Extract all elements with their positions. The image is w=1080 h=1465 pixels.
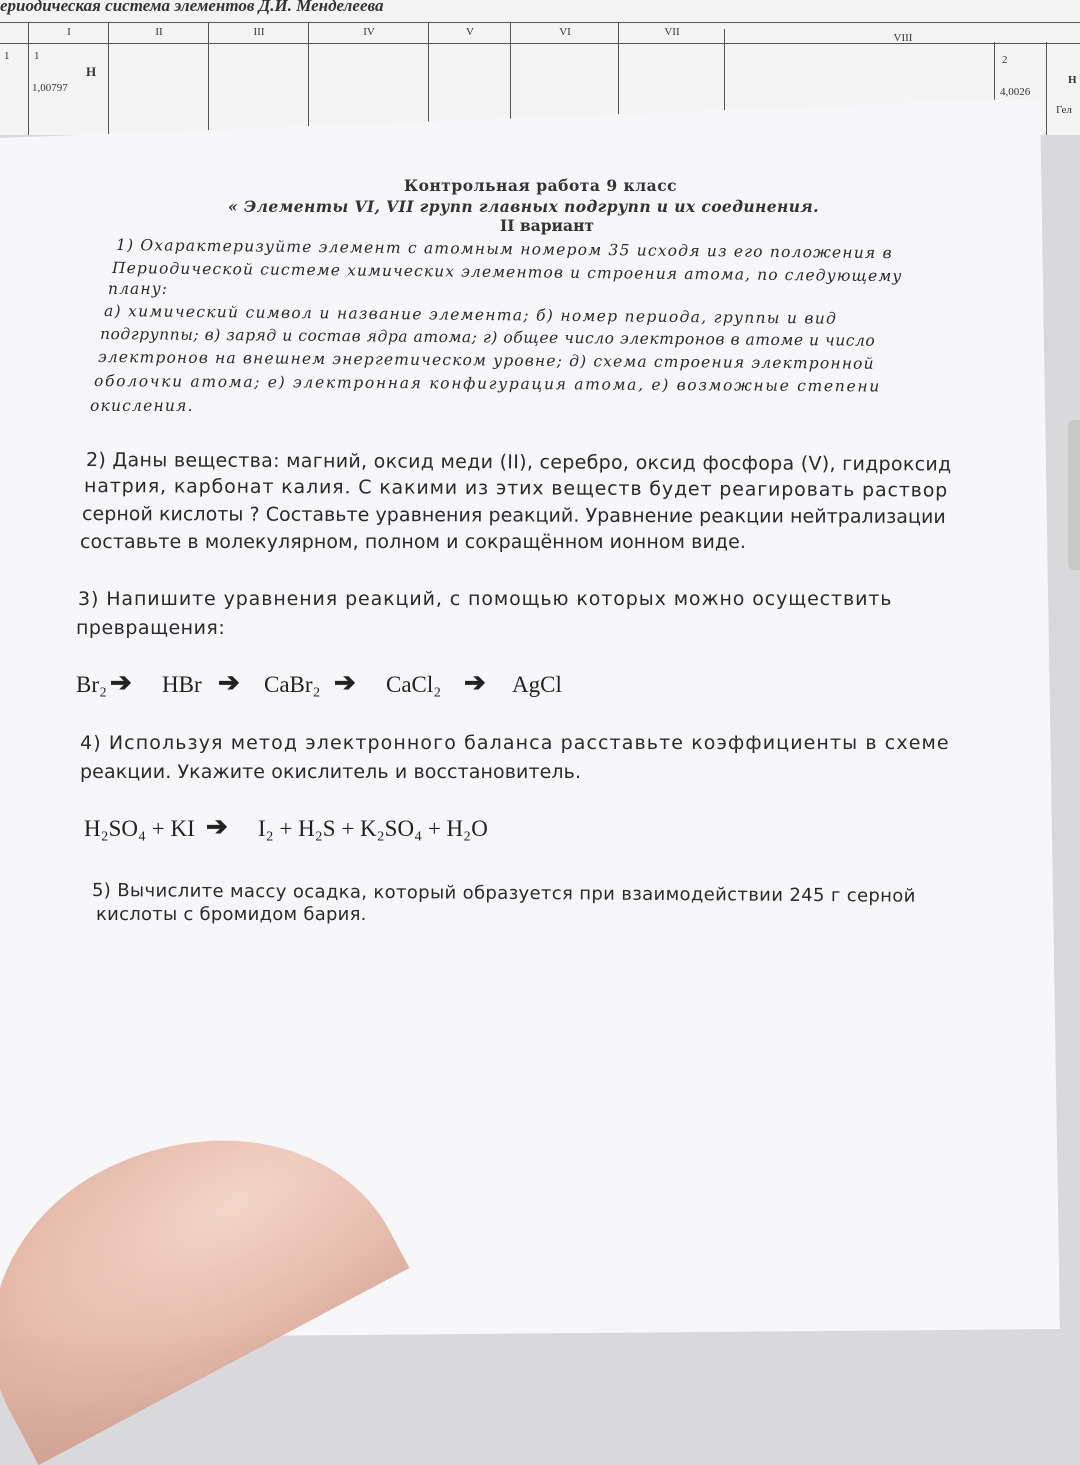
chain-formula: CaCl₂: [386, 672, 442, 697]
helium-symbol: H: [1068, 74, 1077, 86]
hydrogen-number: 1: [34, 50, 40, 62]
q2-line: серной кислоты ? Составьте уравнения реакций. Уравнение реакции нейтрализации: [81, 503, 946, 529]
periodic-table-title: ериодическая система элементов Д.И. Менделеева: [0, 0, 384, 15]
q2-line: натрия, карбонат калия. С какими из этих веществ будет реагировать раствор: [83, 475, 949, 502]
arrow-icon: ➔: [206, 812, 228, 841]
q1-line: Периодической системе химических элементов и строения атома, по следующему: [111, 259, 903, 286]
q5-line: кислоты с бромидом бария.: [96, 904, 367, 925]
screen-edge-handle: [1068, 420, 1080, 570]
equation-left: H₂SO₄ + KI: [84, 816, 195, 841]
q5-line: 5) Вычислите массу осадка, который образуется при взаимодействии 245 г серной: [91, 880, 916, 907]
hydrogen-symbol: H: [86, 64, 97, 79]
document-subtitle: « Элементы VI, VII групп главных подгрупп и их соединения.: [228, 197, 819, 216]
helium-number: 2: [1002, 54, 1008, 66]
q4-line: 4) Используя метод электронного баланса расставьте коэффициенты в схеме: [80, 732, 950, 754]
q1-line: окисления.: [90, 397, 194, 415]
group-header: VII: [618, 23, 725, 43]
q2-line: составьте в молекулярном, полном и сокращённом ионном виде.: [80, 531, 747, 553]
arrow-icon: ➔: [464, 668, 486, 697]
group-header: VIII: [724, 29, 1080, 49]
helium-mass: 4,0026: [1000, 86, 1031, 98]
group-header: II: [108, 23, 209, 43]
chain-formula: CaBr₂: [264, 672, 321, 697]
q2-line: 2) Даны вещества: магний, оксид меди (II), серебро, оксид фосфора (V), гидроксид: [85, 449, 952, 476]
q1-line: плану:: [108, 280, 169, 298]
q1-line: 1) Охарактеризуйте элемент с атомным номером 35 исходя из его положения в: [115, 236, 893, 263]
document-title: Контрольная работа 9 класс: [404, 176, 678, 195]
arrow-icon: ➔: [334, 668, 356, 697]
q1-line: а) химический символ и название элемента; б) номер периода, группы и вид: [103, 302, 838, 328]
group-header: V: [428, 23, 511, 43]
q1-line: электронов на внешнем энергетическом уровне; д) схема строения электронной: [97, 348, 875, 373]
chain-formula: HBr: [162, 672, 202, 697]
chain-formula: AgCl: [512, 672, 562, 697]
equation-right: I₂ + H₂S + K₂SO₄ + H₂O: [258, 816, 488, 841]
arrow-icon: ➔: [110, 668, 132, 697]
arrow-icon: ➔: [218, 668, 240, 697]
helium-name: Гел: [1056, 104, 1072, 116]
group-header-row: [0, 22, 1080, 44]
q3-line: 3) Напишите уравнения реакций, с помощью которых можно осуществить: [78, 588, 893, 610]
period-number: 1: [4, 50, 10, 62]
group-header: VI: [510, 23, 619, 43]
q1-line: оболочки атома; е) электронная конфигурация атома, е) возможные степени: [93, 372, 882, 396]
group-header: III: [208, 23, 309, 43]
group-header: I: [28, 23, 109, 43]
variant-label: II вариант: [500, 216, 595, 235]
q3-line: превращения:: [76, 617, 226, 639]
group-header: IV: [308, 23, 429, 43]
q1-line: подгруппы; в) заряд и состав ядра атома; г) общее число электронов в атоме и число: [99, 325, 876, 350]
q4-line: реакции. Укажите окислитель и восстановитель.: [80, 761, 582, 783]
chain-formula: Br₂: [76, 672, 108, 697]
hydrogen-mass: 1,00797: [32, 82, 68, 94]
